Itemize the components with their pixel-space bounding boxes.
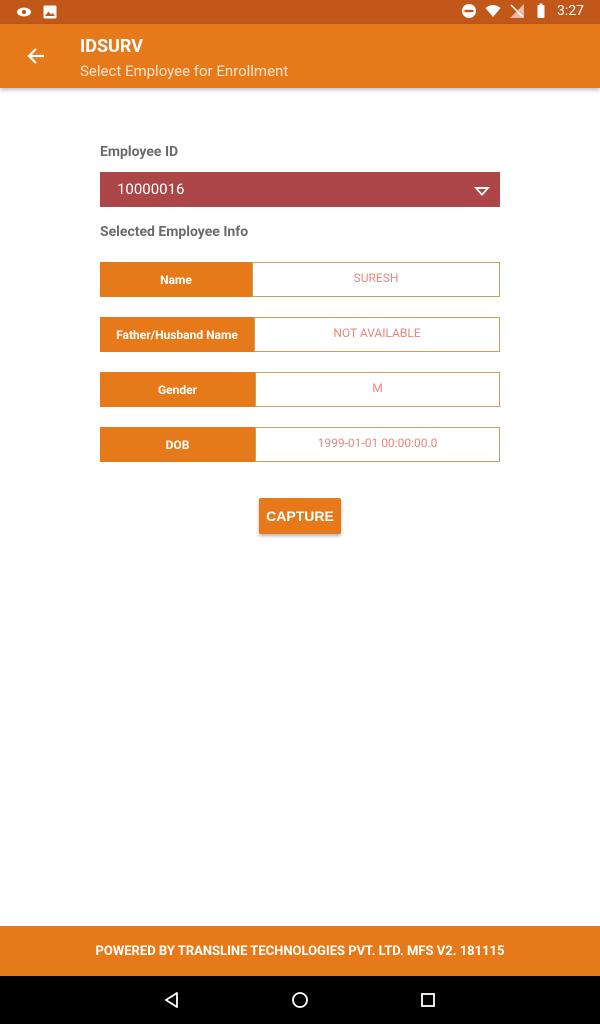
info-key-dob: DOB xyxy=(100,427,255,462)
info-row-father-husband-name xyxy=(100,317,500,352)
eye-icon xyxy=(16,4,32,20)
capture-button[interactable]: CAPTURE xyxy=(259,498,341,534)
navigation-bar xyxy=(0,976,600,1024)
back-nav-icon[interactable] xyxy=(162,990,182,1010)
do-not-disturb-icon xyxy=(461,3,477,19)
arrow-left-icon[interactable] xyxy=(22,44,50,68)
info-value-father-husband-name: NOT AVAILABLE xyxy=(254,317,500,352)
employee-id-value: 10000016 xyxy=(117,180,185,198)
employee-id-label: Employee ID xyxy=(100,144,179,160)
info-value-name: SURESH xyxy=(252,262,500,297)
app-bar xyxy=(0,24,600,88)
home-nav-icon[interactable] xyxy=(290,990,310,1010)
no-sim-icon xyxy=(509,3,525,19)
selected-employee-info-label: Selected Employee Info xyxy=(100,224,249,240)
image-icon xyxy=(42,4,58,20)
employee-id-dropdown[interactable] xyxy=(100,172,500,207)
info-key-name: Name xyxy=(100,262,252,297)
app-title: IDSURV xyxy=(80,36,144,57)
recents-nav-icon[interactable] xyxy=(418,990,438,1010)
info-value-gender: M xyxy=(255,372,500,407)
battery-icon xyxy=(533,3,549,19)
info-value-dob: 1999-01-01 00:00:00.0 xyxy=(255,427,500,462)
info-key-gender: Gender xyxy=(100,372,255,407)
status-bar xyxy=(0,0,600,24)
app-subtitle: Select Employee for Enrollment xyxy=(80,62,289,80)
info-row-gender xyxy=(100,372,500,407)
dropdown-arrow-icon xyxy=(474,184,490,196)
footer-powered-by: POWERED BY TRANSLINE TECHNOLOGIES PVT. LTD. MFS V2. 181115 xyxy=(0,926,600,976)
status-time: 3:27 xyxy=(557,3,584,19)
info-key-father-husband-name: Father/Husband Name xyxy=(100,317,254,352)
info-row-name xyxy=(100,262,500,297)
wifi-icon xyxy=(485,3,501,19)
info-row-dob xyxy=(100,427,500,462)
